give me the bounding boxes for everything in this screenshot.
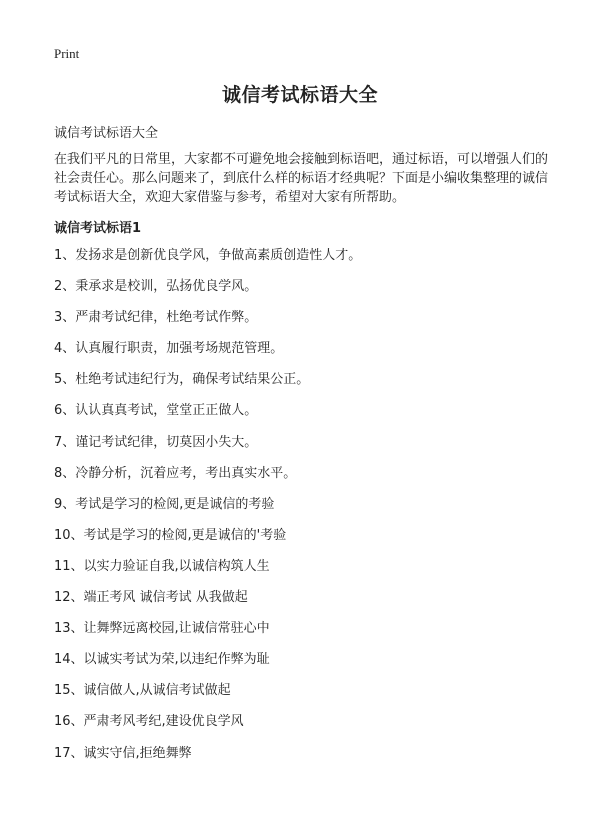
slogan-item: 1、发扬求是创新优良学风，争做高素质创造性人才。 <box>54 248 362 263</box>
slogan-item: 8、冷静分析，沉着应考，考出真实水平。 <box>54 465 297 481</box>
slogan-item: 11、以实力验证自我,以诚信构筑人生 <box>54 558 270 574</box>
slogan-item: 4、认真履行职责，加强考场规范管理。 <box>54 341 284 357</box>
intro-paragraph: 在我们平凡的日常里，大家都不可避免地会接触到标语吧，通过标语，可以增强人们的社会责任心。那么问题来了，到底什么样的标语才经典呢？下面是小编收集整理的诚信考试标语大全，欢迎大家借鉴与参考，希望对大家有所帮助。 <box>54 152 549 205</box>
page-title: 诚信考试标语大全 <box>221 84 378 106</box>
slogan-item: 17、诚实守信,拒绝舞弊 <box>54 745 192 761</box>
slogan-item: 16、严肃考风考纪,建设优良学风 <box>54 714 244 730</box>
slogan-item: 9、考试是学习的检阅,更是诚信的考验 <box>54 496 275 512</box>
slogan-item: 13、让舞弊远离校园,让诚信常驻心中 <box>54 621 270 637</box>
section-heading: 诚信考试标语1 <box>54 221 142 236</box>
slogan-item: 3、严肃考试纪律，杜绝考试作弊。 <box>54 310 258 326</box>
slogan-item: 15、诚信做人,从诚信考试做起 <box>54 683 231 699</box>
slogan-item: 5、杜绝考试违纪行为，确保考试结果公正。 <box>54 372 310 388</box>
slogan-item: 7、谨记考试纪律，切莫因小失大。 <box>54 434 258 450</box>
slogan-list <box>54 247 361 776</box>
slogan-item: 12、端正考风 诚信考试 从我做起 <box>54 590 248 606</box>
document-subtitle: 诚信考试标语大全 <box>54 126 159 141</box>
slogan-item: 10、考试是学习的检阅,更是诚信的'考验 <box>54 527 287 543</box>
print-link[interactable]: Print <box>54 46 80 61</box>
slogan-item: 14、以诚实考试为荣,以违纪作弊为耻 <box>54 652 270 668</box>
slogan-item: 2、秉承求是校训，弘扬优良学风。 <box>54 279 258 295</box>
slogan-item: 6、认认真真考试，堂堂正正做人。 <box>54 403 258 419</box>
